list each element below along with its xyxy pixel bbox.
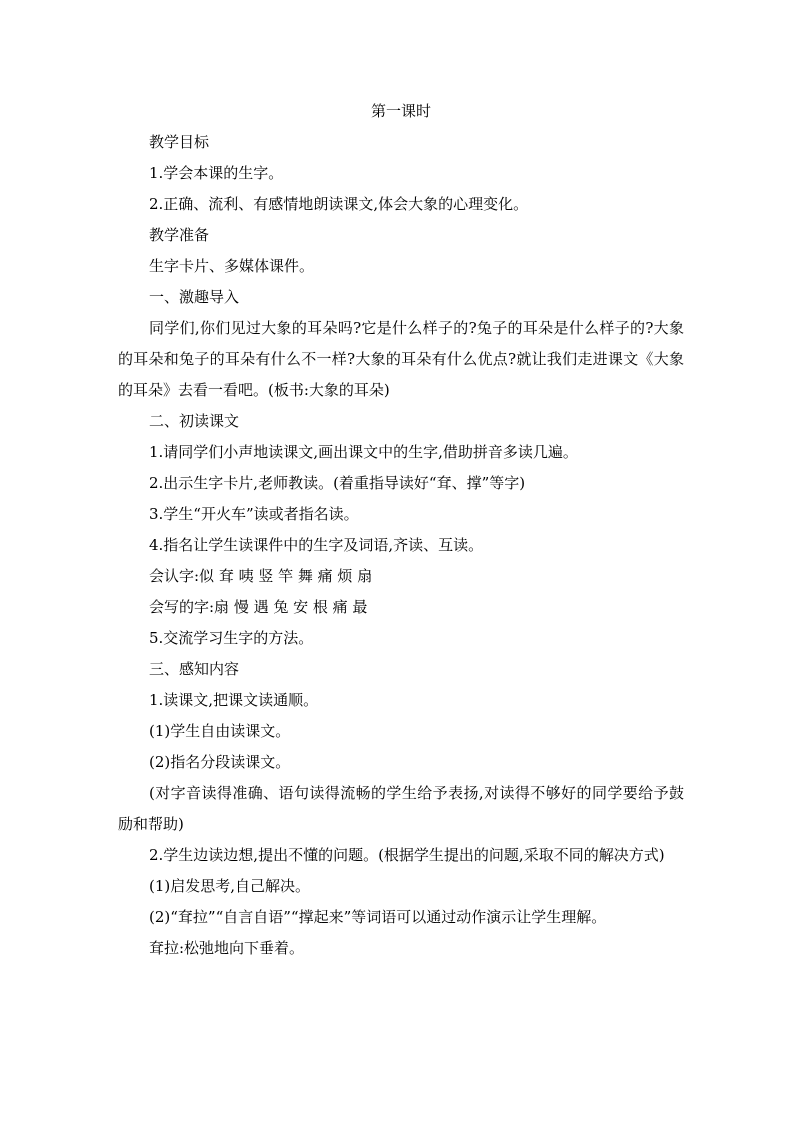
section-heading-content: 三、感知内容 (149, 660, 240, 678)
prep-text: 生字卡片、多媒体课件。 (149, 257, 315, 275)
reading-step-3: 3.学生“开火车”读或者指名读。 (149, 505, 359, 523)
content-substep-2: (2)指名分段读课文。 (149, 753, 291, 771)
section-heading-first-reading: 二、初读课文 (149, 412, 240, 430)
content-step-2-sub-2: (2)“耷拉”“自言自语”“撑起来”等词语可以通过动作演示让学生理解。 (149, 908, 607, 926)
content-step-2: 2.学生边读边想,提出不懂的问题。(根据学生提出的问题,采取不同的解决方式) (149, 846, 665, 864)
reading-step-1: 1.请同学们小声地读课文,画出课文中的生字,借助拼音多读几遍。 (149, 443, 578, 461)
recognize-characters: 会认字:似 耷 咦 竖 竿 舞 痛 烦 扇 (149, 567, 373, 585)
content-substep-1: (1)学生自由读课文。 (149, 722, 291, 740)
content-note: (对字音读得准确、语句读得流畅的学生给予表扬,对读得不够好的同学要给予鼓励和帮助) (118, 784, 684, 833)
heading-teaching-goals: 教学目标 (149, 133, 210, 151)
definition-daLa: 耷拉:松弛地向下垂着。 (149, 939, 305, 957)
goal-item-1: 1.学会本课的生字。 (149, 164, 284, 182)
reading-step-2: 2.出示生字卡片,老师教读。(着重指导读好“耷、撑”等字) (149, 474, 526, 492)
goal-item-2: 2.正确、流利、有感情地朗读课文,体会大象的心理变化。 (149, 195, 529, 213)
content-step-1: 1.读课文,把课文读通顺。 (149, 691, 319, 709)
reading-step-4: 4.指名让学生读课件中的生字及词语,齐读、互读。 (149, 536, 484, 554)
content-step-2-sub-1: (1)启发思考,自己解决。 (149, 877, 311, 895)
write-characters: 会写的字:扇 慢 遇 兔 安 根 痛 最 (149, 598, 368, 616)
section-heading-intro: 一、激趣导入 (149, 288, 240, 306)
heading-teaching-prep: 教学准备 (149, 226, 210, 244)
document-page (118, 96, 684, 964)
reading-step-5: 5.交流学习生字的方法。 (149, 629, 314, 647)
intro-paragraph: 同学们,你们见过大象的耳朵吗?它是什么样子的?兔子的耳朵是什么样子的?大象的耳朵和兔子的耳朵有什么不一样?大象的耳朵有什么优点?就让我们走进课文《大象的耳朵》去看一看吧。(板书:大象的耳朵) (118, 319, 684, 399)
lesson-title: 第一课时 (370, 102, 431, 120)
